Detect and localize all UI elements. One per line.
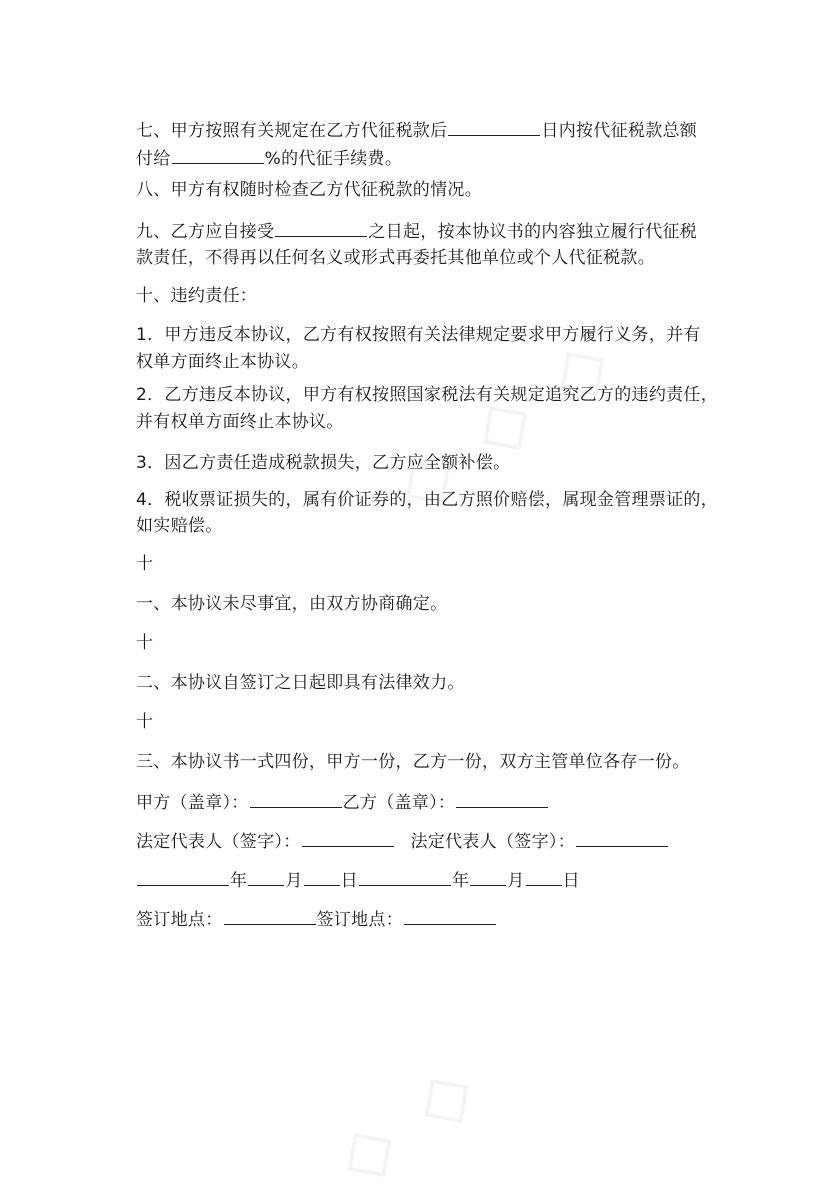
numeral-ten: 十 — [136, 633, 154, 653]
clause-9-line-2: 款责任，不得再以任何名义或形式再委托其他单位或个人代征税款。 — [136, 248, 655, 268]
clause-9-text-b: 之日起，按本协议书的内容独立履行代征税 — [368, 222, 698, 242]
day-label: 日 — [562, 871, 580, 891]
legal-rep-b-blank[interactable] — [576, 829, 668, 847]
clause-7-line-1 — [136, 118, 697, 142]
item-4-line-2: 如实赔偿。 — [136, 516, 223, 536]
year-label: 年 — [451, 871, 470, 891]
month-label: 月 — [285, 871, 303, 891]
watermark — [321, 1043, 496, 1199]
place-a-blank[interactable] — [224, 907, 316, 925]
party-b-seal-label: 乙方（盖章）： — [342, 793, 456, 813]
legal-rep-b-label: 法定代表人（签字）： — [410, 832, 575, 852]
party-a-seal-blank[interactable] — [250, 790, 342, 808]
fill-blank[interactable] — [275, 219, 367, 237]
party-b-seal-blank[interactable] — [456, 790, 548, 808]
item-2-line-1: 2．乙方违反本协议，甲方有权按照国家税法有关规定追究乙方的违约责任， — [136, 385, 719, 405]
year-label: 年 — [230, 871, 248, 891]
clause-8: 八、甲方有权随时检查乙方代征税款的情况。 — [136, 180, 482, 200]
numeral-ten: 十 — [136, 712, 154, 732]
legal-rep-line — [136, 829, 669, 853]
item-1-line-2: 权单方面终止本协议。 — [136, 352, 309, 372]
legal-rep-a-blank[interactable] — [302, 829, 394, 847]
clause-7-line-2 — [136, 146, 402, 170]
year-b-blank[interactable] — [359, 868, 451, 886]
clause-10-title: 十、违约责任： — [136, 286, 258, 306]
legal-rep-a-label: 法定代表人（签字）： — [136, 832, 301, 852]
clause-7-text-a: 七、甲方按照有关规定在乙方代征税款后 — [136, 121, 448, 141]
numeral-ten: 十 — [136, 554, 154, 574]
item-3: 3．因乙方责任造成税款损失，乙方应全额补偿。 — [136, 453, 511, 473]
clause-7-text-c: 付给 — [136, 149, 171, 169]
month-label: 月 — [507, 871, 525, 891]
fill-blank[interactable] — [448, 118, 540, 136]
clause-9-text-a: 九、乙方应自接受 — [136, 222, 275, 242]
item-2-line-2: 并有权单方面终止本协议。 — [136, 412, 344, 432]
month-b-blank[interactable] — [470, 868, 506, 886]
year-a-blank[interactable] — [137, 868, 229, 886]
fill-blank[interactable] — [172, 146, 264, 164]
party-a-seal-label: 甲方（盖章）： — [136, 793, 249, 813]
day-label: 日 — [340, 871, 358, 891]
clause-9-line-1 — [136, 219, 697, 243]
month-a-blank[interactable] — [248, 868, 284, 886]
item-1-line-1: 1．甲方违反本协议，乙方有权按照有关法律规定要求甲方履行义务，并有 — [136, 325, 701, 345]
date-line — [136, 868, 580, 892]
clause-12: 二、本协议自签订之日起即具有法律效力。 — [136, 673, 465, 693]
clause-7-text-d: %的代征手续费。 — [264, 149, 403, 169]
day-b-blank[interactable] — [526, 868, 562, 886]
day-a-blank[interactable] — [304, 868, 340, 886]
place-b-label: 签订地点： — [316, 910, 403, 930]
seal-line — [136, 790, 549, 814]
item-4-line-1: 4．税收票证损失的，属有价证券的，由乙方照价赔偿，属现金管理票证的， — [136, 490, 719, 510]
signing-place-line — [136, 907, 497, 931]
clause-13: 三、本协议书一式四份，甲方一份，乙方一份，双方主管单位各存一份。 — [136, 752, 690, 772]
clause-7-text-b: 日内按代征税款总额 — [541, 121, 698, 141]
clause-11: 一、本协议未尽事宜，由双方协商确定。 — [136, 594, 448, 614]
place-a-label: 签订地点： — [136, 910, 223, 930]
place-b-blank[interactable] — [404, 907, 496, 925]
